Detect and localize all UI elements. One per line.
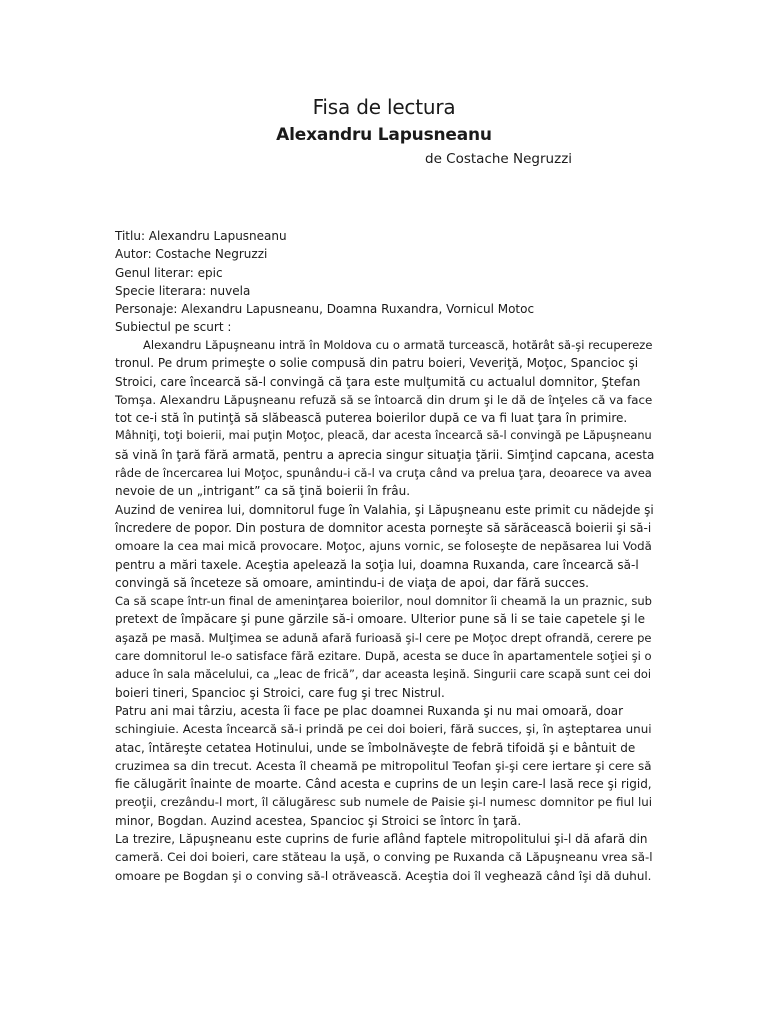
summary-line: pentru a mări taxele. Aceştia apelează la soţia lui, doamna Ruxanda, care încearcă să-l bbox=[115, 557, 639, 572]
author-byline: de Costache Negruzzi bbox=[425, 151, 573, 167]
summary-line: omoare pe Bogdan şi o conving să-l otrăvească. Aceştia doi îl veghează când îşi dă duhul. bbox=[115, 868, 652, 883]
summary-line: tronul. Pe drum primeşte o solie compusă din patru boieri, Veveriţă, Moţoc, Spancioc şi bbox=[115, 356, 639, 371]
summary-line: atac, întăreşte cetatea Hotinului, unde se îmbolnăveşte de febră tifoidă şi e bântuit de bbox=[115, 740, 636, 755]
summary-line: aşază pe masă. Mulţimea se adună afară furioasă şi-l cere pe Moţoc drept ofrandă, cerere pe bbox=[115, 630, 652, 645]
summary-line: care domnitorul le-o satisface fără ezitare. După, acesta se duce în apartamentele soţiei şi o bbox=[115, 649, 652, 664]
summary-line: schingiuie. Acesta încearcă să-i prindă pe cei doi boieri, fără succes, şi, în aşteptarea unui bbox=[115, 722, 652, 737]
info-genre-line: Genul literar: epic bbox=[115, 265, 223, 280]
info-block bbox=[115, 227, 655, 337]
info-summary-heading: Subiectul pe scurt : bbox=[115, 320, 232, 335]
summary-line: să vină în ţară fără armată, pentru a aprecia singur situaţia ţării. Simţind capcana, acesta bbox=[115, 447, 655, 462]
summary-line: Ca să scape într-un final de ameninţarea boierilor, noul domnitor îi cheamă la un praznic, sub bbox=[115, 594, 652, 609]
info-title-line: Titlu: Alexandru Lapusneanu bbox=[115, 229, 287, 243]
info-species-line: Specie literara: nuvela bbox=[115, 283, 251, 298]
summary-line: Tomşa. Alexandru Lăpuşneanu refuză să se întoarcă din drum şi le dă de înţeles că va face bbox=[115, 392, 653, 407]
summary-line: cameră. Cei doi boieri, care stăteau la uşă, o conving pe Ruxanda că Lăpuşneanu vrea să-l bbox=[115, 850, 653, 865]
summary-line: Patru ani mai târziu, acesta îi face pe plac doamnei Ruxanda şi nu mai omoară, doar bbox=[115, 703, 624, 718]
summary-line: Mâhniţi, toţi boierii, mai puţin Moţoc, pleacă, dar acesta încearcă să-l convingă pe Lăpuşneanu bbox=[115, 429, 652, 443]
summary-line: pretext de împăcare şi pune gărzile să-i omoare. Ulterior pune să li se taie capetele şi le bbox=[115, 612, 645, 627]
summary-line: Auzind de venirea lui, domnitorul fuge în Valahia, şi Lăpuşneanu este primit cu nădejde şi bbox=[115, 502, 654, 517]
summary-line: boieri tineri, Spancioc şi Stroici, care fug şi trec Nistrul. bbox=[115, 685, 445, 700]
summary-line: cruzimea sa din trecut. Acesta îl cheamă pe mitropolitul Teofan şi-şi cere iertare şi cere să bbox=[115, 758, 652, 773]
summary-line: Stroici, care încearcă să-l convingă că ţara este mulţumită cu actualul domnitor, Ştefan bbox=[115, 374, 641, 389]
summary-line: fie călugărit înainte de moarte. Când acesta e cuprins de un leşin care-l lasă rece şi rigid, bbox=[115, 777, 652, 792]
summary-line: La trezire, Lăpuşneanu este cuprins de furie aflând faptele mitropolitului şi-l dă afară din bbox=[115, 832, 648, 847]
summary-line: preoţii, crezându-l mort, îl călugăresc sub numele de Paisie şi-l numesc domnitor pe fiul lui bbox=[115, 795, 653, 810]
summary-line: tot ce-i stă în putinţă să slăbească puterea boierilor după ce va fi luat ţara în primire. bbox=[115, 411, 628, 426]
summary-body bbox=[115, 336, 655, 885]
summary-line: Alexandru Lăpuşneanu intră în Moldova cu o armată turcească, hotărât să-şi recupereze bbox=[143, 338, 653, 352]
summary-line: nevoie de un „intrigant” ca să ţină boierii în frâu. bbox=[115, 484, 411, 499]
summary-line: râde de încercarea lui Moţoc, spunându-i că-l va cruţa când va prelua ţara, deoarece va avea bbox=[115, 466, 652, 481]
summary-line: convingă să înceteze să omoare, amintindu-i de viaţa de apoi, dar fără succes. bbox=[115, 575, 589, 590]
summary-line: aduce în sala măcelului, ca „leac de frică”, dar aceasta leşină. Singurii care scapă sunt cei doi bbox=[115, 667, 652, 682]
info-characters-line: Personaje: Alexandru Lapusneanu, Doamna Ruxandra, Vornicul Motoc bbox=[115, 302, 535, 317]
document-title: Fisa de lectura bbox=[312, 95, 456, 119]
summary-line: încredere de popor. Din postura de domnitor acesta porneşte să sărăcească boierii şi să-i bbox=[115, 520, 652, 535]
summary-line: minor, Bogdan. Auzind acestea, Spancioc şi Stroici se întorc în ţară. bbox=[115, 813, 522, 828]
info-author-line: Autor: Costache Negruzzi bbox=[115, 247, 268, 262]
document-subtitle: Alexandru Lapusneanu bbox=[276, 125, 492, 145]
summary-line: omoare la cea mai mică provocare. Moţoc, ajuns vornic, se foloseşte de nepăsarea lui Vodă bbox=[115, 539, 652, 554]
